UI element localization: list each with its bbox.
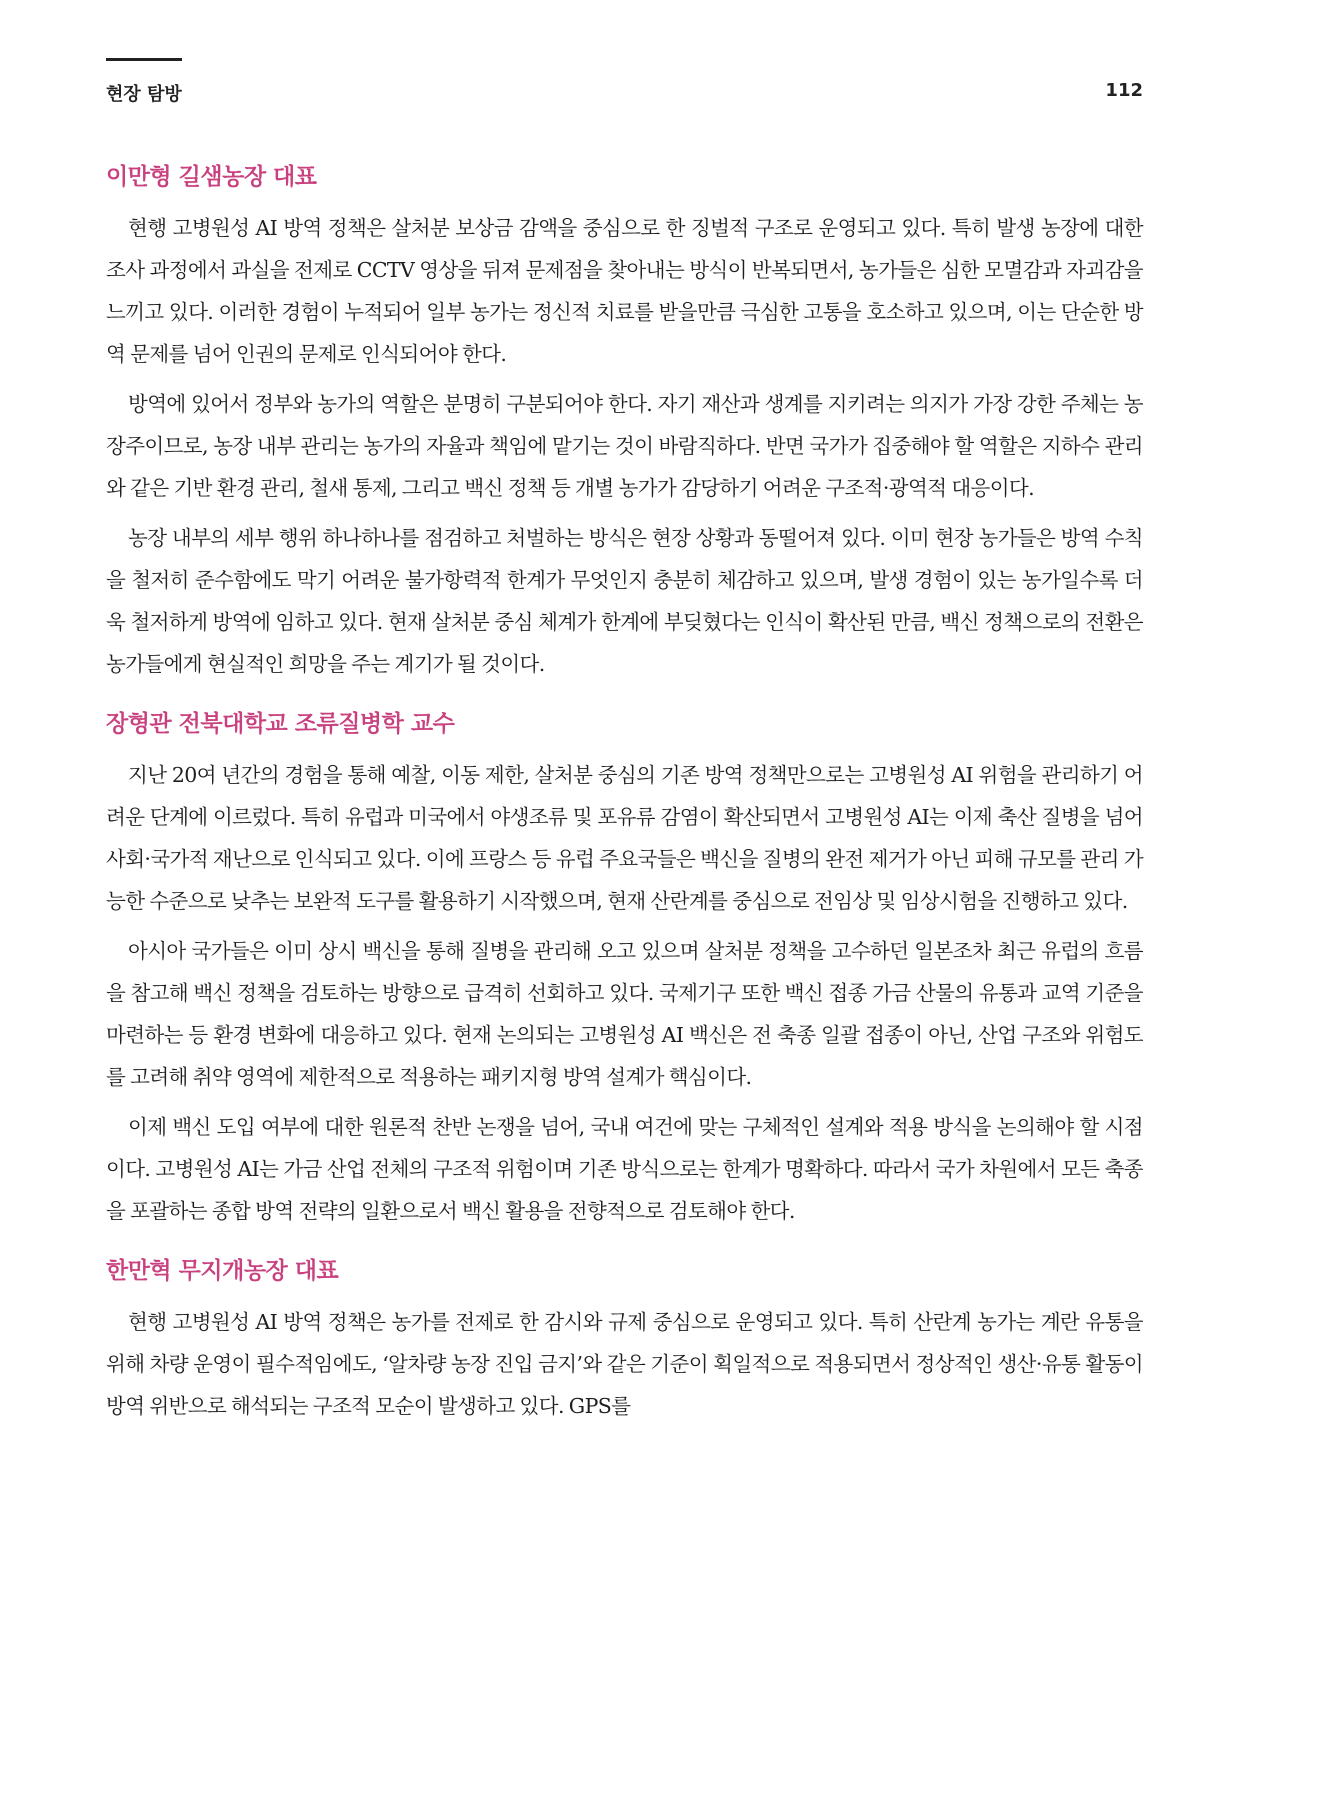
document-page xyxy=(106,58,1143,1435)
section-label: 현장 탐방 xyxy=(106,84,182,105)
paragraph: 지난 20여 년간의 경험을 통해 예찰, 이동 제한, 살처분 중심의 기존 방역 정책만으로는 고병원성 AI 위험을 관리하기 어려운 단계에 이르렀다. 특히 유럽과 미국에서 야생조류 및 포유류 감염이 확산되면서 고병원성 AI는 이제 축산 질병을 넘어 사회·국가적 재난으로 인식되고 있다. 이에 프랑스 등 유럽 주요국들은 백신을 질병의 완전 제거가 아닌 피해 규모를 관리 가능한 수준으로 낮추는 보완적 도구를 활용하기 시작했으며, 현재 산란계를 중심으로 전임상 및 임상시험을 진행하고 있다. xyxy=(106,763,1143,913)
page-header xyxy=(106,58,1143,116)
speaker-heading: 한만혁 무지개농장 대표 xyxy=(106,1258,339,1284)
page-number: 112 xyxy=(1105,80,1143,101)
paragraph: 아시아 국가들은 이미 상시 백신을 통해 질병을 관리해 오고 있으며 살처분 정책을 고수하던 일본조차 최근 유럽의 흐름을 참고해 백신 정책을 검토하는 방향으로 급격히 선회하고 있다. 국제기구 또한 백신 접종 가금 산물의 유통과 교역 기준을 마련하는 등 환경 변화에 대응하고 있다. 현재 논의되는 고병원성 AI 백신은 전 축종 일괄 접종이 아닌, 산업 구조와 위험도를 고려해 취약 영역에 제한적으로 적용하는 패키지형 방역 설계가 핵심이다. xyxy=(106,939,1143,1089)
paragraph: 현행 고병원성 AI 방역 정책은 살처분 보상금 감액을 중심으로 한 징벌적 구조로 운영되고 있다. 특히 발생 농장에 대한 조사 과정에서 과실을 전제로 CCTV 영상을 뒤져 문제점을 찾아내는 방식이 반복되면서, 농가들은 심한 모멸감과 자괴감을 느끼고 있다. 이러한 경험이 누적되어 일부 농가는 정신적 치료를 받을만큼 극심한 고통을 호소하고 있으며, 이는 단순한 방역 문제를 넘어 인권의 문제로 인식되어야 한다. xyxy=(106,216,1143,366)
paragraph: 이제 백신 도입 여부에 대한 원론적 찬반 논쟁을 넘어, 국내 여건에 맞는 구체적인 설계와 적용 방식을 논의해야 할 시점이다. 고병원성 AI는 가금 산업 전체의 구조적 위험이며 기존 방식으로는 한계가 명확하다. 따라서 국가 차원에서 모든 축종을 포괄하는 종합 방역 전략의 일환으로서 백신 활용을 전향적으로 검토해야 한다. xyxy=(106,1115,1143,1223)
speaker-heading: 장형관 전북대학교 조류질병학 교수 xyxy=(106,711,455,737)
interview-section xyxy=(106,1252,1143,1427)
header-rule xyxy=(106,58,182,61)
speaker-heading: 이만형 길샘농장 대표 xyxy=(106,164,317,190)
paragraph: 현행 고병원성 AI 방역 정책은 농가를 전제로 한 감시와 규제 중심으로 운영되고 있다. 특히 산란계 농가는 계란 유통을 위해 차량 운영이 필수적임에도, ‘알차량 농장 진입 금지’와 같은 기준이 획일적으로 적용되면서 정상적인 생산·유통 활동이 방역 위반으로 해석되는 구조적 모순이 발생하고 있다. GPS를 xyxy=(106,1310,1143,1418)
paragraph: 농장 내부의 세부 행위 하나하나를 점검하고 처벌하는 방식은 현장 상황과 동떨어져 있다. 이미 현장 농가들은 방역 수칙을 철저히 준수함에도 막기 어려운 불가항력적 한계가 무엇인지 충분히 체감하고 있으며, 발생 경험이 있는 농가일수록 더욱 철저하게 방역에 임하고 있다. 현재 살처분 중심 체계가 한계에 부딪혔다는 인식이 확산된 만큼, 백신 정책으로의 전환은 농가들에게 현실적인 희망을 주는 계기가 될 것이다. xyxy=(106,526,1143,676)
interview-section xyxy=(106,705,1143,1232)
paragraph: 방역에 있어서 정부와 농가의 역할은 분명히 구분되어야 한다. 자기 재산과 생계를 지키려는 의지가 가장 강한 주체는 농장주이므로, 농장 내부 관리는 농가의 자율과 책임에 맡기는 것이 바람직하다. 반면 국가가 집중해야 할 역할은 지하수 관리와 같은 기반 환경 관리, 철새 통제, 그리고 백신 정책 등 개별 농가가 감당하기 어려운 구조적·광역적 대응이다. xyxy=(106,392,1143,500)
interview-section xyxy=(106,158,1143,685)
